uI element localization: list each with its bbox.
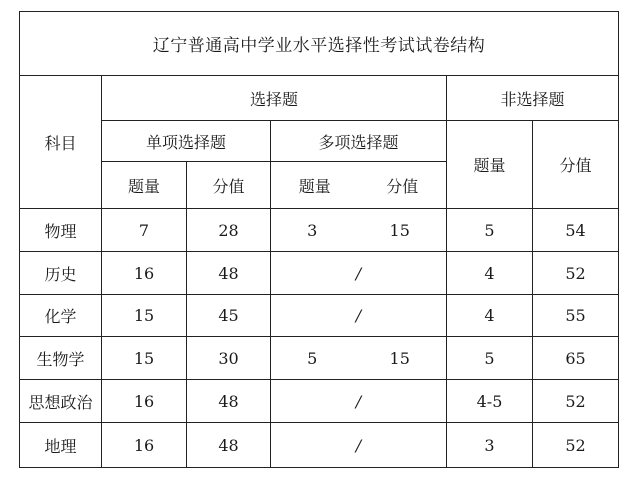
subject-cell: 物理 (20, 209, 102, 252)
nc-score-cell: 65 (533, 337, 619, 380)
table-row (20, 209, 619, 252)
single-score-cell: 30 (187, 337, 271, 380)
non-choice-header: 非选择题 (447, 76, 619, 121)
subject-cell: 地理 (20, 423, 102, 468)
header-row-2 (20, 121, 619, 162)
non-choice-count-header: 题量 (447, 121, 533, 209)
table-row (20, 380, 619, 423)
non-choice-score-header: 分值 (533, 121, 619, 209)
table-title: 辽宁普通高中学业水平选择性考试试卷结构 (20, 12, 619, 76)
nc-count-cell: 4 (447, 295, 533, 337)
nc-count-cell: 4-5 (447, 380, 533, 423)
table-row (20, 295, 619, 337)
nc-score-cell: 55 (533, 295, 619, 337)
single-score-cell: 28 (187, 209, 271, 252)
table-row (20, 252, 619, 295)
single-score-cell: 48 (187, 380, 271, 423)
multi-header-pair (271, 162, 447, 209)
multi-cell: / (271, 423, 447, 468)
single-count-cell: 16 (102, 252, 187, 295)
nc-score-cell: 52 (533, 252, 619, 295)
single-choice-header: 单项选择题 (102, 121, 271, 162)
nc-count-cell: 5 (447, 337, 533, 380)
nc-score-cell: 52 (533, 423, 619, 468)
table-row (20, 423, 619, 468)
multi-score-cell: 15 (389, 348, 410, 368)
multi-cell (271, 209, 447, 252)
single-count-header: 题量 (102, 162, 187, 209)
single-count-cell: 15 (102, 295, 187, 337)
multi-choice-header: 多项选择题 (271, 121, 447, 162)
multi-cell: / (271, 380, 447, 423)
single-count-cell: 16 (102, 380, 187, 423)
multi-cell (271, 337, 447, 380)
nc-count-cell: 5 (447, 209, 533, 252)
single-count-cell: 7 (102, 209, 187, 252)
exam-structure-table (19, 11, 619, 468)
subject-cell: 思想政治 (20, 380, 102, 423)
multi-score-cell: 15 (389, 220, 410, 240)
multi-score-header: 分值 (386, 176, 419, 196)
multi-count-cell: 5 (307, 348, 318, 368)
single-score-cell: 45 (187, 295, 271, 337)
multi-cell: / (271, 252, 447, 295)
single-score-header: 分值 (187, 162, 271, 209)
table-row (20, 337, 619, 380)
single-score-cell: 48 (187, 252, 271, 295)
header-row-1 (20, 76, 619, 121)
single-score-cell: 48 (187, 423, 271, 468)
single-count-cell: 15 (102, 337, 187, 380)
single-count-cell: 16 (102, 423, 187, 468)
subject-header: 科目 (20, 76, 102, 209)
subject-cell: 生物学 (20, 337, 102, 380)
subject-cell: 历史 (20, 252, 102, 295)
nc-count-cell: 3 (447, 423, 533, 468)
choice-header: 选择题 (102, 76, 447, 121)
title-row (20, 12, 619, 76)
multi-cell: / (271, 295, 447, 337)
nc-count-cell: 4 (447, 252, 533, 295)
nc-score-cell: 52 (533, 380, 619, 423)
nc-score-cell: 54 (533, 209, 619, 252)
multi-count-header: 题量 (298, 176, 331, 196)
multi-count-cell: 3 (307, 220, 318, 240)
subject-cell: 化学 (20, 295, 102, 337)
